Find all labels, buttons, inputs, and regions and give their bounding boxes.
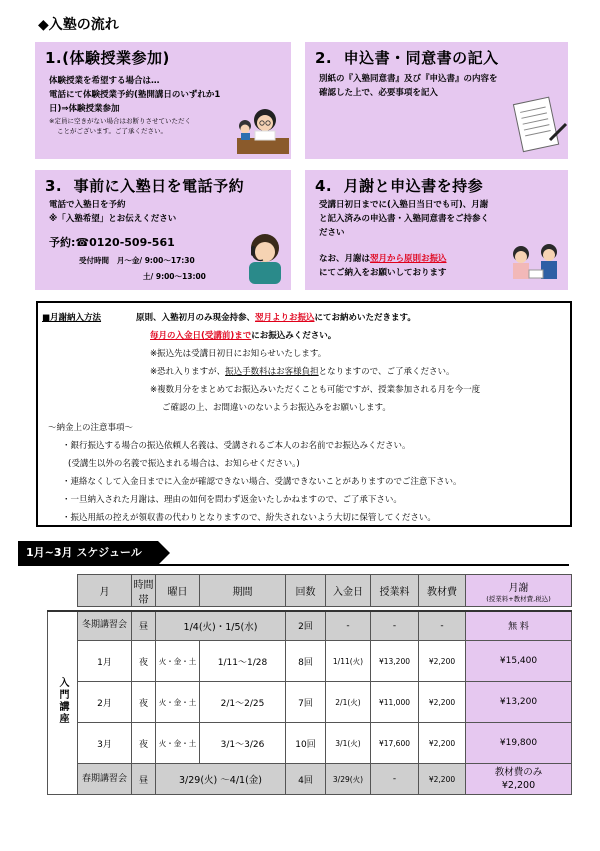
reception-hours: 受付時間 月〜金/ 9:00〜17:30: [79, 256, 195, 265]
payment-method-label: ■月謝納入方法: [42, 313, 102, 323]
payment-line-1: 原則、入塾初月のみ現金持参、翌月よりお振込にてお納めいただきます。: [136, 313, 416, 323]
payment-line-4: ※恐れ入りますが、振込手数料はお客様負担となりますので、ご了承ください。: [150, 367, 455, 377]
header-pay-day: 入金日: [326, 575, 371, 607]
caution-item: ・振込用紙の控えが領収書の代わりとなりますので、紛失されないよう大切に保管してください。: [62, 513, 436, 523]
header-dates: 期間: [200, 575, 286, 607]
schedule-divider: [18, 564, 569, 566]
step-3-body: 電話で入塾日を予約 ※「入塾希望」とお伝えください: [49, 200, 177, 224]
payment-line-3: ※振込先は受講日初日にお知らせいたします。: [150, 349, 327, 359]
step-4-box: [305, 170, 568, 290]
header-materials: 教材費: [419, 575, 466, 607]
step-4-heading: 4. 月謝と申込書を持参: [315, 177, 484, 195]
step-1-box: [35, 42, 291, 159]
table-row: 入門講座 冬期講習会 昼 1/4(火)・1/5(水) 2回 - - - 無 料: [48, 611, 572, 641]
caution-item: ・銀行振込する場合の振込依頼人名義は、受講されるご本人のお名前でお振込みください。: [62, 441, 411, 451]
caution-item: ・一旦納入された月謝は、理由の如何を問わず返金いたしかねますので、ご了承下さい。: [62, 495, 402, 505]
step-3-box: [35, 170, 291, 290]
header-weekday: 曜日: [156, 575, 200, 607]
payment-line-5: ※複数月分をまとめてお振込みいただくことも可能ですが、授業参加される月を今一度: [150, 385, 481, 395]
caution-title: 〜納金上の注意事項〜: [48, 423, 134, 433]
payment-line-2: 毎月の入金日(受講前)までにお振込みください。: [150, 331, 337, 341]
header-period-band: 時間帯: [132, 575, 156, 607]
header-tuition: 授業料: [371, 575, 419, 607]
schedule-banner: 1月~3月 スケジュール: [18, 541, 158, 565]
step-2-box: [305, 42, 568, 159]
caution-item: (受講生以外の名義で振込まれる場合は、お知らせください。): [68, 459, 300, 469]
course-label-cell: 入門講座: [48, 611, 78, 795]
step-1-heading: 1.(体験授業参加): [45, 49, 170, 67]
flow-title: ◆入塾の流れ: [38, 17, 119, 33]
payment-notice-box: [36, 301, 572, 527]
step-4-body: 受講日初日までに(入塾日当日でも可)、月謝 と記入済みの申込書・入塾同意書をご持参く ださい: [319, 200, 490, 238]
spring-fee-cell: 教材費のみ ¥2,200: [466, 764, 572, 795]
schedule-header-row: [48, 575, 572, 607]
document-pen-illustration: [510, 94, 568, 156]
payment-line-6: ご確認の上、お間違いのないようお振込みをお願いします。: [162, 403, 391, 413]
reception-hours-saturday: 土/ 9:00〜13:00: [143, 272, 206, 281]
counter-staff-illustration: [507, 240, 565, 286]
caution-item: ・連絡なくして入金日までに入金が確認できない場合、受講できないことがありますのでご注意下さい。: [62, 477, 462, 487]
table-row: 2月 夜 火・金・土 2/1〜2/25 7回 2/1(火) ¥11,000 ¥2,200 ¥13,200: [48, 682, 572, 723]
step-4-note: なお、月謝は翌月から原則お振込 にてご納入をお願いしております: [319, 254, 447, 278]
table-row: 3月 夜 火・金・土 3/1〜3/26 10回 3/1(火) ¥17,600 ¥2,200 ¥19,800: [48, 723, 572, 764]
step-2-heading: 2. 申込書・同意書の記入: [315, 49, 499, 67]
header-month: 月: [78, 575, 132, 607]
table-row: 1月 夜 火・金・土 1/11〜1/28 8回 1/11(火) ¥13,200 ¥2,200 ¥15,400: [48, 641, 572, 682]
schedule-table: [47, 574, 572, 795]
table-row: 春期講習会 昼 3/29(火) 〜4/1(金) 4回 3/29(火) - ¥2,200 教材費のみ ¥2,200: [48, 764, 572, 795]
header-count: 回数: [286, 575, 326, 607]
phone-operator-illustration: [243, 230, 289, 286]
step-1-body: 体験授業を希望する場合は… 電話にて体験授業予約(塾開講日のいずれか1 日)⇒体験授業参加 ※定員に空きがない場合はお断りさせていただく ことがございます。ご了承ください。: [49, 76, 221, 135]
step-3-heading: 3. 事前に入塾日を電話予約: [45, 177, 245, 195]
header-fee: 月謝 (授業料+教材費,税込): [466, 575, 572, 607]
phone-number: 予約:☎0120-509-561: [49, 236, 175, 249]
step-2-body: 別紙の『入塾同意書』及び『申込書』の内容を 確認した上で、必要事項を記入: [319, 74, 498, 98]
student-studying-illustration: [235, 104, 291, 156]
